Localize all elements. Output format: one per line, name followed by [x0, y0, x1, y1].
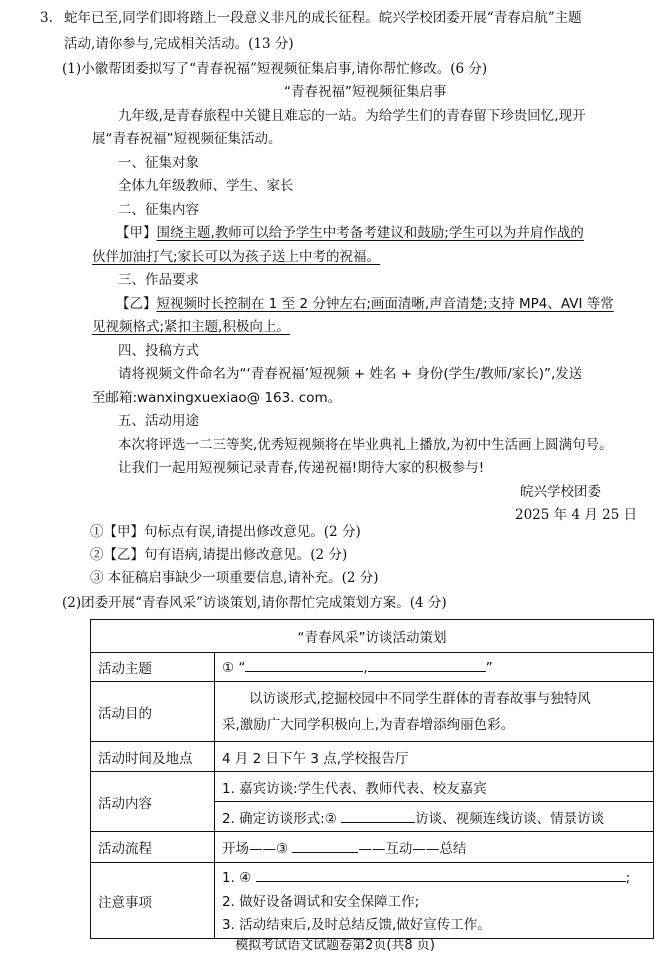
- content-item2-prefix: 2. 确定访谈形式:②: [222, 810, 337, 827]
- notice-sec5-title: 五、活动用途: [118, 413, 199, 429]
- notes-item1-prefix: 1. ④: [222, 869, 252, 886]
- purpose-line2: 采,激励广大同学积极向上,为青春增添绚丽色彩。: [222, 716, 515, 733]
- notice-sec1-body: 全体九年级教师、学生、家长: [118, 178, 294, 194]
- yi-underlined-text: 短视频时长控制在 1 至 2 分钟左右;画面清晰,声音清楚;支持 MP4、AVI 等常: [156, 295, 614, 312]
- notice-title: “青春祝福”短视频征集启事: [284, 84, 447, 100]
- process-end: ——互动——总结: [358, 841, 467, 857]
- content-item2-suffix: 访谈、视频连线访谈、情景访谈: [415, 810, 605, 827]
- notes-item3: 3. 活动结束后,及时总结反馈,做好宣传工作。: [222, 916, 491, 933]
- part1-question3: ③ 本征稿启事缺少一项重要信息,请补充。(2 分): [90, 570, 379, 586]
- planning-table-title: “青春风采”访谈活动策划: [91, 620, 654, 653]
- process-start: 开场——③: [222, 841, 289, 857]
- theme-label: 活动主题: [91, 653, 215, 682]
- notice-closing: 让我们一起用短视频记录青春,传递祝福!期待大家的积极参与!: [118, 460, 485, 476]
- part2-heading-visible: (2)团委开展“青春风采”访谈策划,请你帮忙完成策划方案。(4 分): [62, 595, 447, 611]
- notice-date: 2025 年 4 月 25 日: [515, 507, 638, 523]
- jia-label: 【甲】: [116, 225, 157, 241]
- notice-signer: 皖兴学校团委: [520, 483, 601, 500]
- process-cell: [215, 832, 654, 863]
- notice-sec1-title: 一、征集对象: [118, 154, 199, 171]
- jia-sentence-line1: [116, 227, 584, 241]
- interview-form-blank[interactable]: [341, 810, 415, 823]
- content-item2: [215, 802, 654, 832]
- yi-sentence-line2: 见视频格式;紧扣主题,积极向上。: [92, 319, 290, 335]
- jia-underlined-text: 围绕主题,教师可以给予学生中考备考建议和鼓励;学生可以为并肩作战的: [156, 225, 584, 241]
- theme-close-quote: ”: [485, 659, 493, 676]
- content-label: 活动内容: [91, 772, 215, 832]
- process-label: 活动流程: [91, 832, 215, 863]
- notes-item1: [222, 865, 646, 891]
- notes-cell: [215, 863, 654, 939]
- planning-table: [90, 619, 654, 939]
- notice-sec2-title: 二、征集内容: [118, 201, 199, 218]
- notice-sec4-title: 四、投稿方式: [118, 342, 199, 359]
- notice-submission-line2: 至邮箱:wanxingxuexiao@ 163. com。: [92, 389, 342, 406]
- theme-cell: [215, 653, 654, 682]
- theme-marker: ①: [222, 659, 235, 676]
- theme-open-quote: “: [238, 659, 246, 676]
- yi-label: 【乙】: [116, 295, 157, 312]
- notice-intro-line2: 展“青春祝福”短视频征集活动。: [92, 131, 282, 147]
- jia-sentence-line2: 伙伴加油打气;家长可以为孩子送上中考的祝福。: [92, 248, 381, 265]
- timeplace-label: 活动时间及地点: [91, 742, 215, 772]
- theme-blank-2[interactable]: [368, 659, 486, 672]
- part1-heading: (1)小徽帮团委拟写了“青春祝福”短视频征集启事,请你帮忙修改。(6 分): [62, 61, 488, 77]
- notice-sec3-title: 三、作品要求: [118, 272, 199, 288]
- page-footer: 模拟考试语文试题卷第2页(共8 页): [235, 938, 435, 953]
- purpose-label: 活动目的: [91, 682, 215, 742]
- part1-question2: ②【乙】句有语病,请提出修改意见。(2 分): [90, 547, 348, 563]
- theme-blank-1[interactable]: [245, 659, 363, 672]
- notes-label: 注意事项: [91, 863, 215, 939]
- question-stem-line1: 蛇年已至,同学们即将踏上一段意义非凡的成长征程。皖兴学校团委开展“青春启航”主题: [64, 10, 582, 26]
- purpose-line1: 以访谈形式,挖掘校园中不同学生群体的青春故事与独特风: [249, 690, 591, 707]
- content-item1: 1. 嘉宾访谈:学生代表、教师代表、校友嘉宾: [215, 772, 654, 802]
- process-blank[interactable]: [292, 840, 358, 853]
- part1-question1: ①【甲】句标点有误,请提出修改意见。(2 分): [90, 524, 361, 540]
- notice-usage-line: 本次将评选一二三等奖,优秀短视频将在毕业典礼上播放,为初中生活画上圆满句号。: [118, 436, 613, 453]
- notice-submission-line1: 请将视频文件命名为“‘青春祝福’短视频 + 姓名 + 身份(学生/教师/家长)”,发送: [118, 366, 583, 382]
- notice-intro-line1: 九年级,是青春旅程中关键且难忘的一站。为给学生们的青春留下珍贵回忆,现开: [118, 107, 586, 124]
- purpose-cell: [215, 682, 654, 742]
- theme-separator: ,: [363, 659, 368, 676]
- timeplace-value: 4 月 2 日下午 3 点,学校报告厅: [215, 742, 654, 772]
- notes-blank[interactable]: [256, 869, 626, 882]
- question-stem-line2: 活动,请你参与,完成相关活动。(13 分): [64, 36, 294, 52]
- notes-item2: 2. 做好设备调试和安全保障工作;: [222, 893, 420, 910]
- yi-sentence-line1: [116, 295, 614, 312]
- notes-item1-suffix: ;: [625, 869, 631, 886]
- question-number: 3.: [40, 10, 53, 26]
